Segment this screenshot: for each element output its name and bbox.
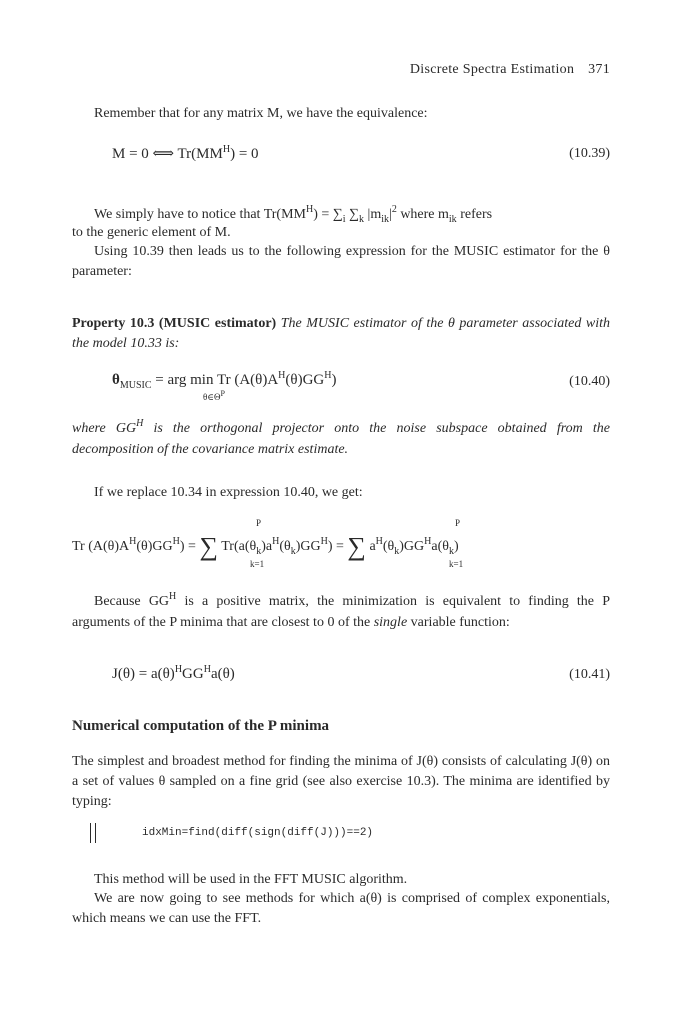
paragraph-going: We are now going to see methods for which a(θ) is comprised of complex exponentials, which means we can use the FFT.	[72, 891, 610, 926]
running-title: Discrete Spectra Estimation	[409, 62, 575, 77]
section-heading: Numerical computation of the P minima	[72, 718, 330, 734]
property-10-3	[72, 314, 610, 354]
paragraph-notice: We simply have to notice that $Tr(MM^H) = \sum_i$ $\sum_k$ $|m_{ik}|^2$ where $m_{ik}$ refers	[94, 204, 493, 225]
paragraph-notice-line2: to the generic element of M.	[72, 225, 231, 240]
sum-1-lower: k=1	[250, 559, 265, 569]
paragraph-method: This method will be used in the FFT MUSIC algorithm.	[94, 872, 408, 887]
equation-10-39: M = 0 ⟺ $Tr(MM^H) = 0$	[112, 144, 259, 162]
equation-10-40-argmin-subscript: θ∈ΘP	[203, 389, 225, 402]
paragraph-using: Using 10.39 then leads us to the following expression for the MUSIC estimator for the θ parameter:	[72, 244, 610, 279]
equation-number-10-39: (10.39)	[569, 146, 610, 161]
property-label: Property 10.3 (MUSIC estimator)	[72, 316, 277, 331]
code-listing: idxMin=find(diff(sign(diff(J)))==2)	[142, 827, 374, 839]
sum-2-lower: k=1	[449, 559, 464, 569]
paragraph-replace: If we replace 10.34 in expression 10.40, we get:	[94, 485, 363, 500]
sum-2-upper: P	[455, 518, 461, 528]
sum-1-upper: P	[256, 518, 262, 528]
equation-10-41: $J(\theta) = a(\theta)^HGG^Ha(\theta)$	[112, 664, 235, 682]
page-number: 371	[588, 62, 610, 77]
paragraph-simplest: The simplest and broadest method for finding the minima of J(θ) consists of calculating J(θ) on a set of values θ sampled on a fine grid (see also exercise 10.3). The minima are identified by typing:	[72, 754, 610, 809]
equation-number-10-40: (10.40)	[569, 374, 610, 389]
code-bar	[90, 823, 96, 843]
running-header	[360, 60, 610, 80]
equation-number-10-41: (10.41)	[569, 667, 610, 682]
sum-sign-2: ∑	[347, 532, 366, 561]
property-statement: The MUSIC estimator of the θ parameter associated with the model 10.33 is:	[72, 316, 611, 351]
paragraph-where: where $GG^H$ is the orthogonal projector onto the noise subspace obtained from the decomposition of the covariance matrix estimate.	[72, 418, 610, 457]
sum-sign-1: ∑	[199, 532, 218, 561]
paragraph-because: Because $GG^H$ is a positive matrix, the minimization is equivalent to finding the P arguments of the P minima that are closest to 0 of the single variable function:	[72, 591, 610, 630]
equation-10-40: $\theta_{MUSIC}$ = arg min Tr $(A(\theta)A^H(\theta)GG^H)$	[112, 370, 337, 391]
paragraph-remember: Remember that for any matrix M, we have the equivalence:	[94, 106, 428, 121]
equation-summation: Tr $(A(\theta)A^H(\theta)GG^H)$ = ∑ $Tr(a(\theta_k)a^H(\theta_k)GG^H)$ = ∑ $a^H(\theta_k)GG^Ha(\theta_k)$	[72, 532, 459, 561]
